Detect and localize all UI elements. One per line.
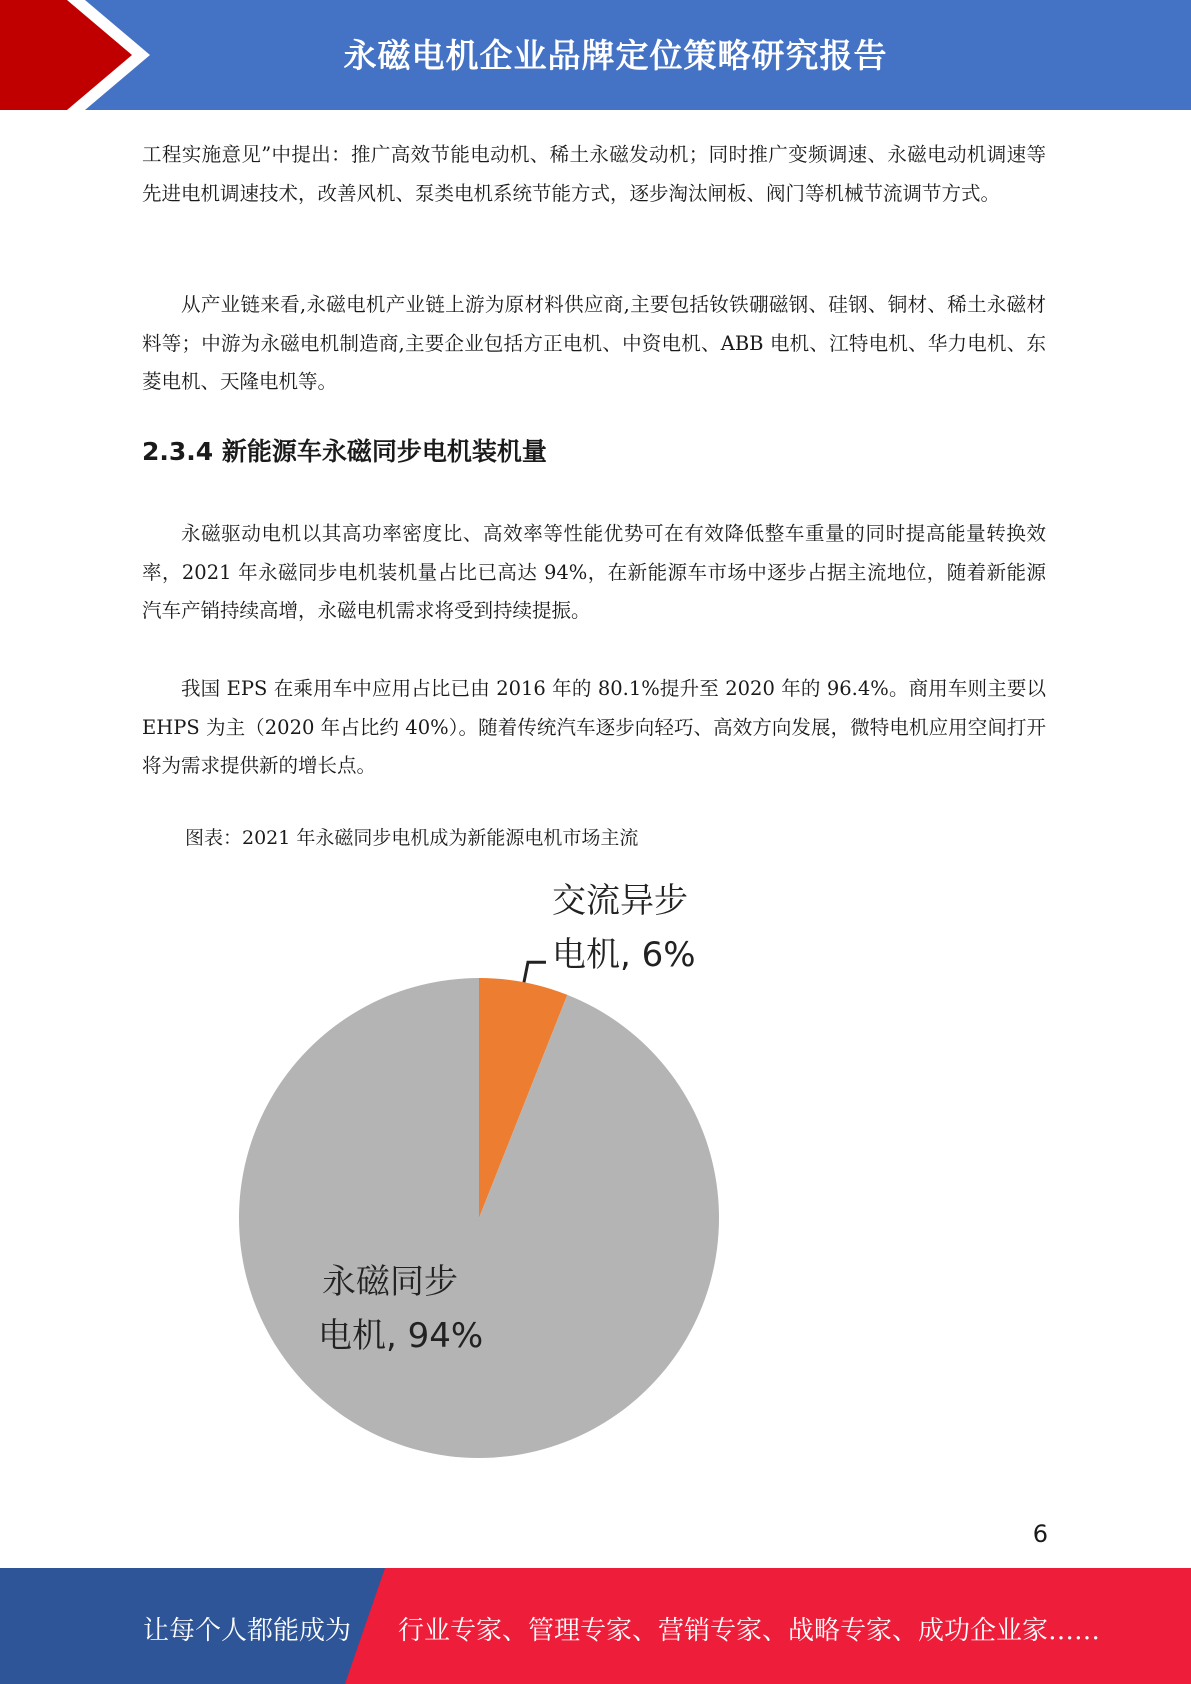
- paragraph-4: 我国 EPS 在乘用车中应用占比已由 2016 年的 80.1%提升至 2020 年的 96.4%。商用车则主要以 EHPS 为主（2020 年占比约 40%）。随着传统汽车逐步向轻巧、高效方向发展，微特电机应用空间打开将为需求提供新的增长点。: [142, 677, 1046, 777]
- slice-label-ac-async-line1: 交流异步: [552, 881, 688, 921]
- pie-chart: [200, 860, 760, 1470]
- page-number: 6: [1032, 1520, 1048, 1548]
- paragraph-2: 从产业链来看,永磁电机产业链上游为原材料供应商,主要包括钕铁硼磁钢、硅钢、铜材、稀土永磁材料等；中游为永磁电机制造商,主要企业包括方正电机、中资电机、ABB 电机、江特电机、华力电机、东菱电机、天隆电机等。: [142, 293, 1046, 393]
- slice-label-ac-async-line2: 电机, 6%: [552, 935, 696, 975]
- slice-label-pm-sync-line1: 永磁同步: [322, 1262, 458, 1302]
- pie-leader-line: [524, 962, 546, 982]
- page-header: [0, 0, 1191, 110]
- report-title: 永磁电机企业品牌定位策略研究报告: [343, 36, 888, 75]
- footer-slogan-right: 行业专家、管理专家、营销专家、战略专家、成功企业家……: [398, 1616, 1101, 1646]
- figure-caption: 图表：2021 年永磁同步电机成为新能源电机市场主流: [185, 827, 639, 849]
- page-footer: [0, 1568, 1191, 1684]
- slice-label-pm-sync-line2: 电机, 94%: [318, 1316, 484, 1356]
- paragraph-3: 永磁驱动电机以其高功率密度比、高效率等性能优势可在有效降低整车重量的同时提高能量转换效率，2021 年永磁同步电机装机量占比已高达 94%，在新能源车市场中逐步占据主流地位，随着新能源汽车产销持续高增，永磁电机需求将受到持续提振。: [142, 522, 1046, 622]
- paragraph-1: 工程实施意见”中提出：推广高效节能电动机、稀土永磁发动机；同时推广变频调速、永磁电动机调速等先进电机调速技术，改善风机、泵类电机系统节能方式，逐步淘汰闸板、阀门等机械节流调节方式。: [142, 143, 1046, 205]
- header-chevron-decoration: [0, 0, 160, 110]
- footer-slogan-left: 让每个人都能成为: [143, 1616, 352, 1646]
- section-heading: 2.3.4 新能源车永磁同步电机装机量: [142, 437, 547, 466]
